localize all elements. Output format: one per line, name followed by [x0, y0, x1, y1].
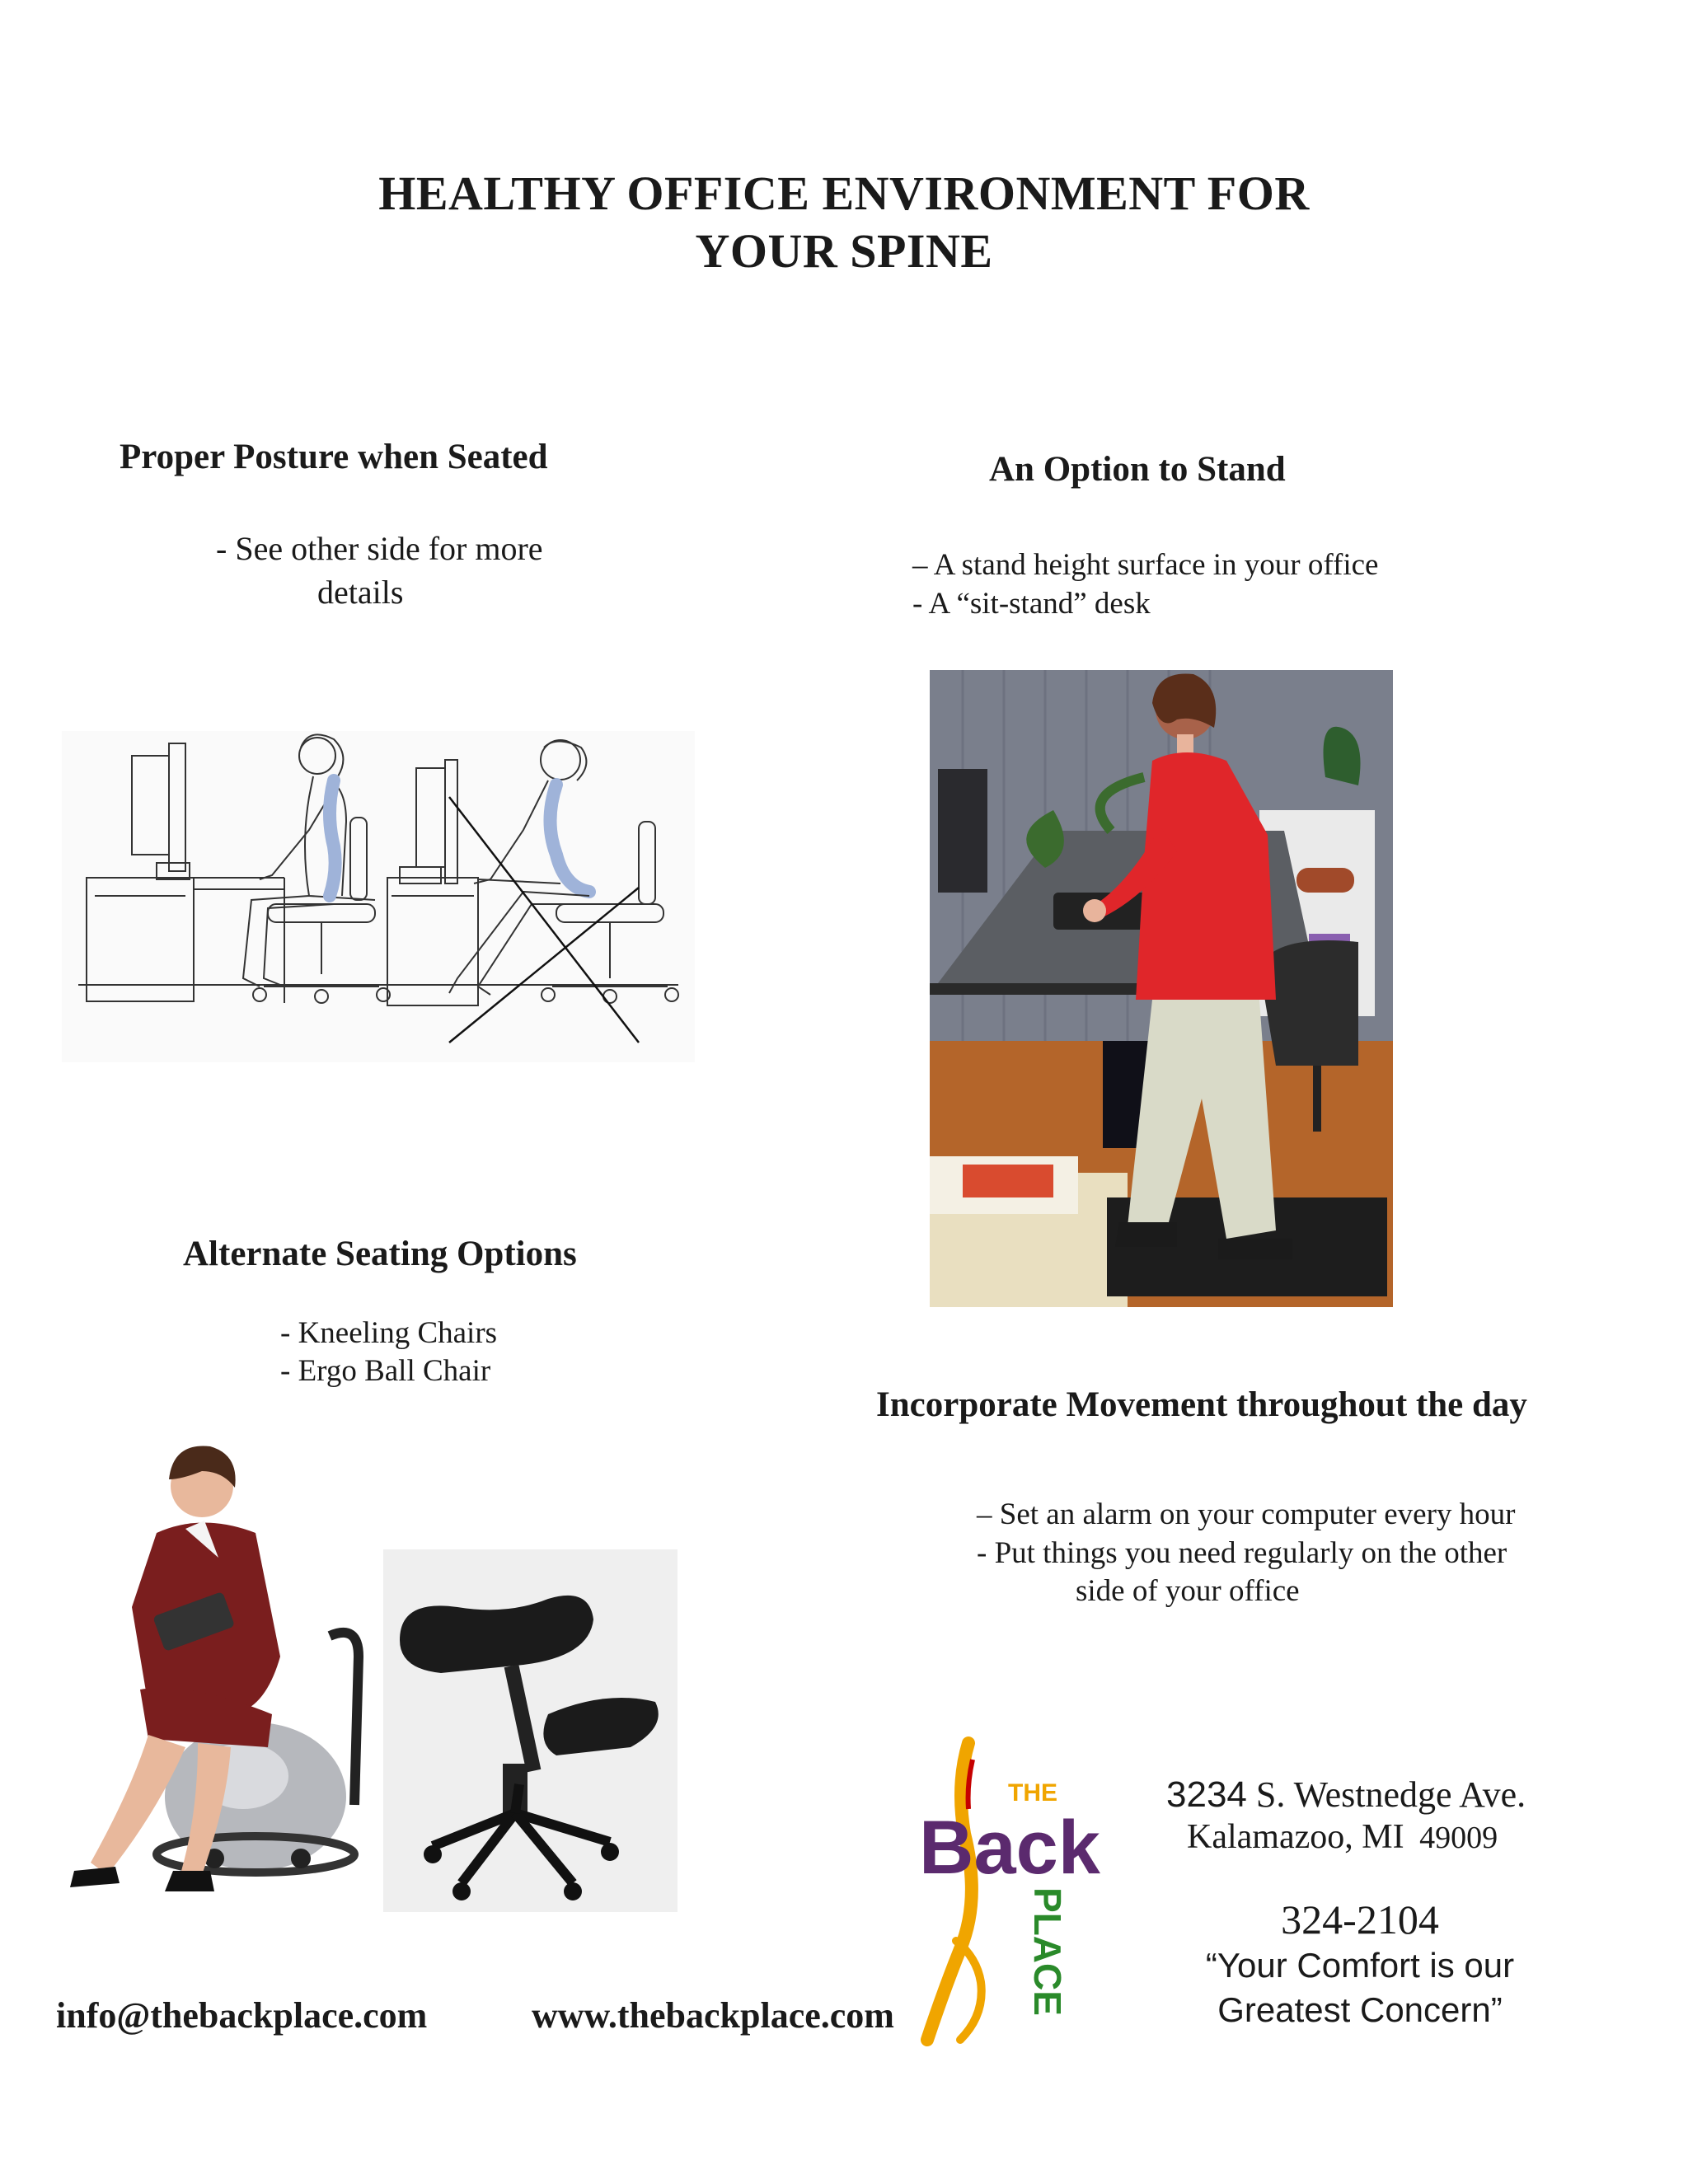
address-street: S. Westnedge Ave.: [1255, 1774, 1526, 1815]
website-link[interactable]: www.thebackplace.com: [532, 1995, 894, 2036]
posture-note-line2: details: [317, 574, 404, 611]
slogan-line2: Greatest Concern”: [1217, 1990, 1503, 2029]
address-city-line: [1187, 1817, 1498, 1857]
page-title-line1: HEALTHY OFFICE ENVIRONMENT FOR: [378, 166, 1310, 220]
slogan: [1158, 1943, 1562, 2032]
standing-desk-photo: [930, 670, 1393, 1307]
kneeling-chair-photo: [383, 1549, 678, 1912]
seating-item-2: - Ergo Ball Chair: [280, 1354, 491, 1388]
address-street-line: [1166, 1774, 1526, 1816]
address-street-number: 3234: [1166, 1774, 1247, 1815]
address-zip: 49009: [1419, 1821, 1498, 1855]
address-city: Kalamazoo, MI: [1187, 1818, 1404, 1856]
email-link[interactable]: info@thebackplace.com: [56, 1995, 428, 2036]
incorrect-posture-figure: [387, 740, 678, 1043]
seating-heading: Alternate Seating Options: [183, 1235, 577, 1273]
correct-posture-figure: [87, 734, 390, 1003]
back-place-logo: [911, 1735, 1146, 2048]
slogan-line1: “Your Comfort is our: [1205, 1946, 1515, 1985]
page-title-line2: YOUR SPINE: [695, 224, 993, 278]
movement-item-1: – Set an alarm on your computer every hour: [977, 1497, 1516, 1531]
movement-heading: Incorporate Movement throughout the day: [876, 1385, 1527, 1424]
posture-illustration: [62, 731, 695, 1062]
posture-note-line1: - See other side for more: [216, 530, 543, 567]
seating-item-1: - Kneeling Chairs: [280, 1316, 498, 1350]
ergo-ball-chair-photo: [58, 1442, 379, 1904]
movement-item-2-line1: - Put things you need regularly on the other: [977, 1536, 1507, 1570]
logo-the: THE: [1008, 1779, 1057, 1807]
logo-back: Back: [919, 1806, 1100, 1890]
stand-item-2: - A “sit-stand” desk: [912, 587, 1151, 621]
stand-item-1: – A stand height surface in your office: [912, 548, 1379, 582]
page-title: [0, 165, 1688, 280]
stand-heading: An Option to Stand: [989, 450, 1286, 489]
logo-place: PLACE: [1026, 1887, 1069, 2016]
movement-item-2-line2: side of your office: [1076, 1574, 1300, 1608]
posture-heading: Proper Posture when Seated: [120, 438, 548, 476]
phone-number: 324-2104: [1281, 1896, 1439, 1943]
